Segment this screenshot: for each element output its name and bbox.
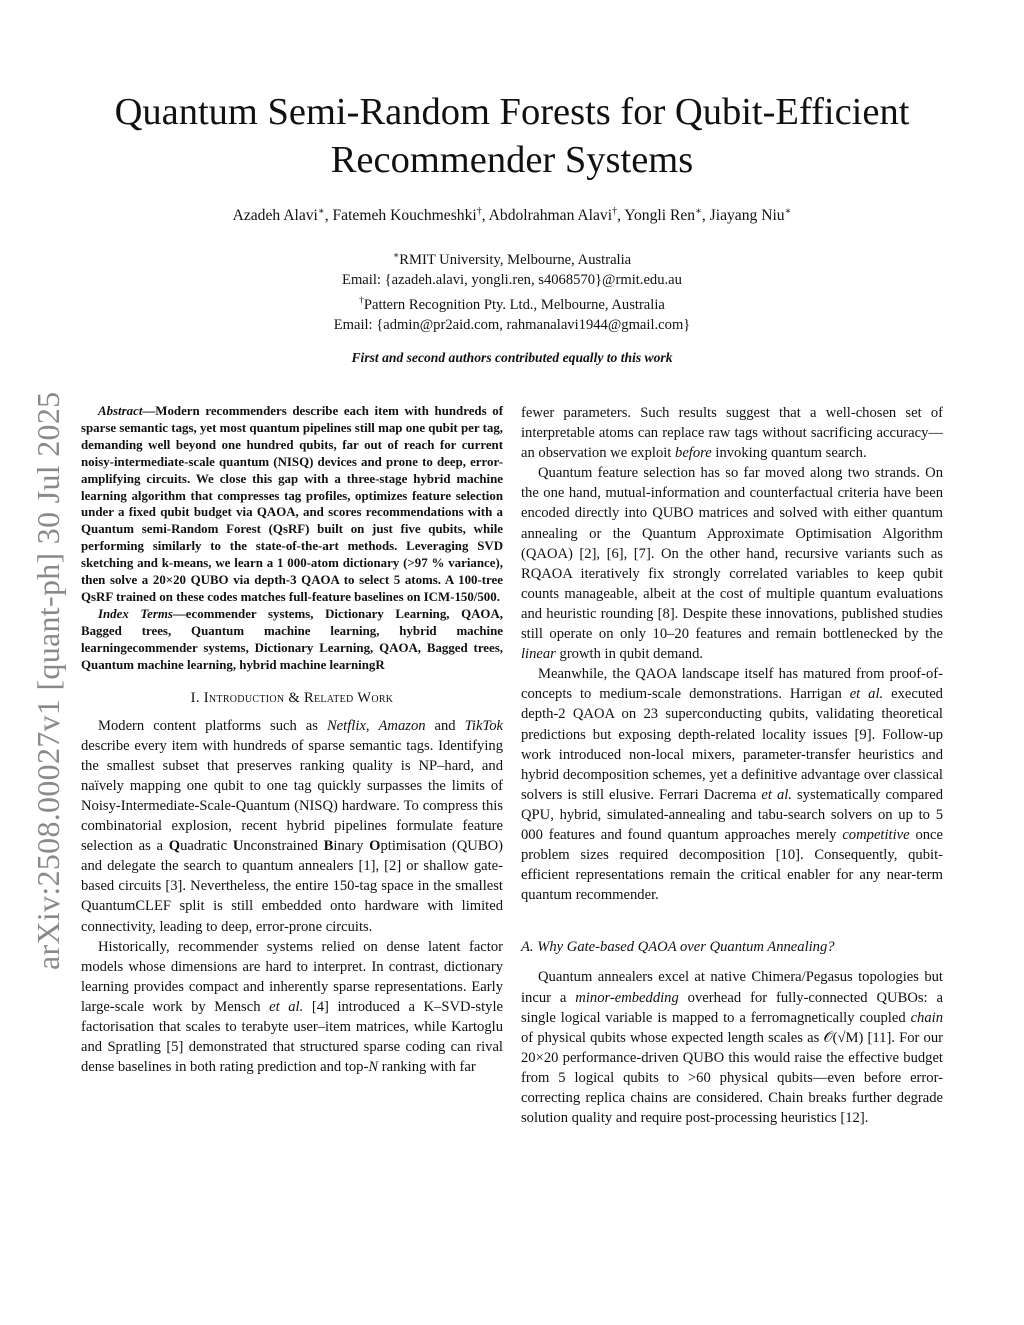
paragraph: Meanwhile, the QAOA landscape itself has matured from proof-of-concepts to medium-scale demonstrations. Harrigan et al. executed depth-2 QAOA on 23 superconducting qubits, validating theoretical predictions but exposing depth-related locality issues [9]. Follow-up work introduced non-local mixers, parameter-transfer heuristics and hybrid decomposition schemes, yet a definitive advantage over classical solvers is still elusive. Ferrari Dacrema et al. systematically compared QPU, hybrid, simulated-annealing and tabu-search solvers on up to 5 000 features and found quantum approaches merely competitive once problem sizes required decomposition [10]. Consequently, qubit-efficient representations remain the critical enabler for any near-term quantum recommender. [521, 666, 943, 904]
author-name: Azadeh Alavi [232, 207, 318, 225]
paragraph: Quantum annealers excel at native Chimera/Pegasus topologies but incur a minor-embedding overhead for fully-connected QUBOs: a single logical variable is mapped to a ferromagnetically coupled chain of physical qubits whose expected length scales as 𝒪(√M) [11]. For our 20×20 performance-driven QUBO this would raise the effective budget from 5 logical qubits to >60 physical qubits—even before error-correcting replica chains are considered. Chain breaks further degrade solution quality and require post-processing heuristics [12]. [521, 969, 944, 1127]
author-name: , Jiayang Niu [701, 207, 785, 225]
abstract-text: —Modern recommenders describe each item with hundreds of sparse semantic tags, yet most quantum pipelines still map one qubit per tag, demanding well beyond one hundred qubits, far out of reach for current noisy-intermediate-scale quantum (NISQ) devices and prone to deep, error-amplifying circuits. We close this gap with a three-stage hybrid machine learning algorithm that compresses tag profiles, optimizes feature selection under a fixed qubit budget via QAOA, and scores recommendations with a Quantum semi-Random Forest (QsRF) built on just five qubits, while performing similarly to the state-of-the-art methods. Leveraging SVD sketching and k-means, we learn a 1 000-atom dictionary (>97 % variance), then solve a 20×20 QUBO via depth-3 QAOA to select 5 atoms. A 100-tree QsRF trained on these codes matches full-feature baselines on ICM-150/500. [81, 404, 503, 604]
section-heading: I. Introduction & Related Work [190, 689, 394, 706]
affiliation-1 [60, 246, 964, 270]
arxiv-identifier-stamp[interactable]: arXiv:2508.00027v1 [quant-ph] 30 Jul 2025 [30, 391, 66, 970]
title-line-2: Recommender Systems [330, 139, 694, 181]
institution-name: RMIT University, Melbourne, Australia [399, 251, 632, 268]
index-terms-label: Index Terms [98, 606, 173, 621]
subsection-heading: A. Why Gate-based QAOA over Quantum Annealing? [521, 939, 835, 956]
affiliations [60, 246, 964, 336]
right-column [521, 403, 943, 1128]
affiliation-mark: † [359, 295, 364, 306]
big-o-formula: 𝒪(√M) [823, 1029, 864, 1046]
affiliation-2 [60, 291, 964, 315]
abstract-label: Abstract [98, 404, 143, 418]
paper-title [60, 88, 964, 184]
title-line-1: Quantum Semi-Random Forests for Qubit-Efficient [114, 91, 910, 133]
abstract [81, 403, 503, 674]
index-terms-text: —ecommender systems, Dictionary Learning, QAOA, Bagged trees, Quantum machine learning, hybrid machine learningecommender systems, Dictionary Learning, QAOA, Bagged trees, Quantum machine learning, hybrid machine learningR [81, 606, 503, 672]
author-name: , Abdolrahman Alavi [481, 207, 613, 225]
paragraph: Modern content platforms such as Netflix, Amazon and TikTok describe every item with hundreds of sparse semantic tags. Identifying the smallest subset that preserves ranking quality is NP–hard, and naïvely mapping one qubit to one tag quickly surpasses the limits of Noisy-Intermediate-Scale-Quantum (NISQ) hardware. To compress this combinatorial explosion, recent hybrid pipelines formulate feature selection as a Quadratic Unconstrained Binary Optimisation (QUBO) and delegate the search to quantum annealers [1], [2] or shallow gate-based circuits [3]. Nevertheless, the entire 150-tag space in the smallest QuantumCLEF split is still embedded onto hardware with limited connectivity, leading to deep, error-prone circuits. [81, 717, 504, 935]
affiliation-mark: ∗ [695, 206, 702, 217]
paragraph: Historically, recommender systems relied on dense latent factor models whose dimensions are hard to interpret. In contrast, dictionary learning provides compact and inherently sparse representations. Early large-scale work by Mensch et al. [4] introduced a K–SVD-style factorisation that scales to terabyte user–item matrices, while Kartoglu and Spratling [5] demonstrated that structured sparse coding can rival dense baselines in both rating prediction and top-N ranking with far [81, 938, 503, 1076]
equal-contribution-note: First and second authors contributed equally to this work [351, 350, 673, 365]
institution-name: Pattern Recognition Pty. Ltd., Melbourne, Australia [363, 296, 665, 313]
affiliation-mark: ∗ [784, 206, 792, 217]
author-name: , Fatemeh Kouchmeshki [324, 207, 477, 225]
email-line-2[interactable]: Email: {admin@pr2aid.com, rahmanalavi1944@gmail.com} [333, 317, 691, 334]
email-line-1[interactable]: Email: {azadeh.alavi, yongli.ren, s4068570}@rmit.edu.au [342, 272, 682, 289]
affiliation-mark: † [476, 206, 482, 217]
affiliation-mark: † [612, 206, 618, 217]
paragraph: Quantum feature selection has so far moved along two strands. On the one hand, mutual-information and counterfactual criteria have been encoded directly into QUBO matrices and solved with either quantum annealing or the Quantum Approximate Optimisation Algorithm (QAOA) [2], [6], [7]. On the other hand, recursive variants such as RQAOA iteratively fix strongly correlated variables to keep qubit counts manageable, albeit at the cost of multiple quantum evaluations and heuristic rounding [8]. Despite these innovations, published studies still operate on only 10–20 features and remain bottlenecked by the linear growth in qubit demand. [521, 465, 943, 663]
left-column [81, 403, 503, 1077]
author-list [60, 202, 964, 226]
affiliation-mark: ∗ [317, 206, 325, 217]
paragraph: fewer parameters. Such results suggest that a well-chosen set of interpretable atoms can replace raw tags without sacrificing accuracy—an observation we exploit before invoking quantum search. [521, 405, 943, 462]
affiliation-mark: ∗ [392, 251, 400, 261]
author-name: , Yongli Ren [617, 207, 696, 225]
